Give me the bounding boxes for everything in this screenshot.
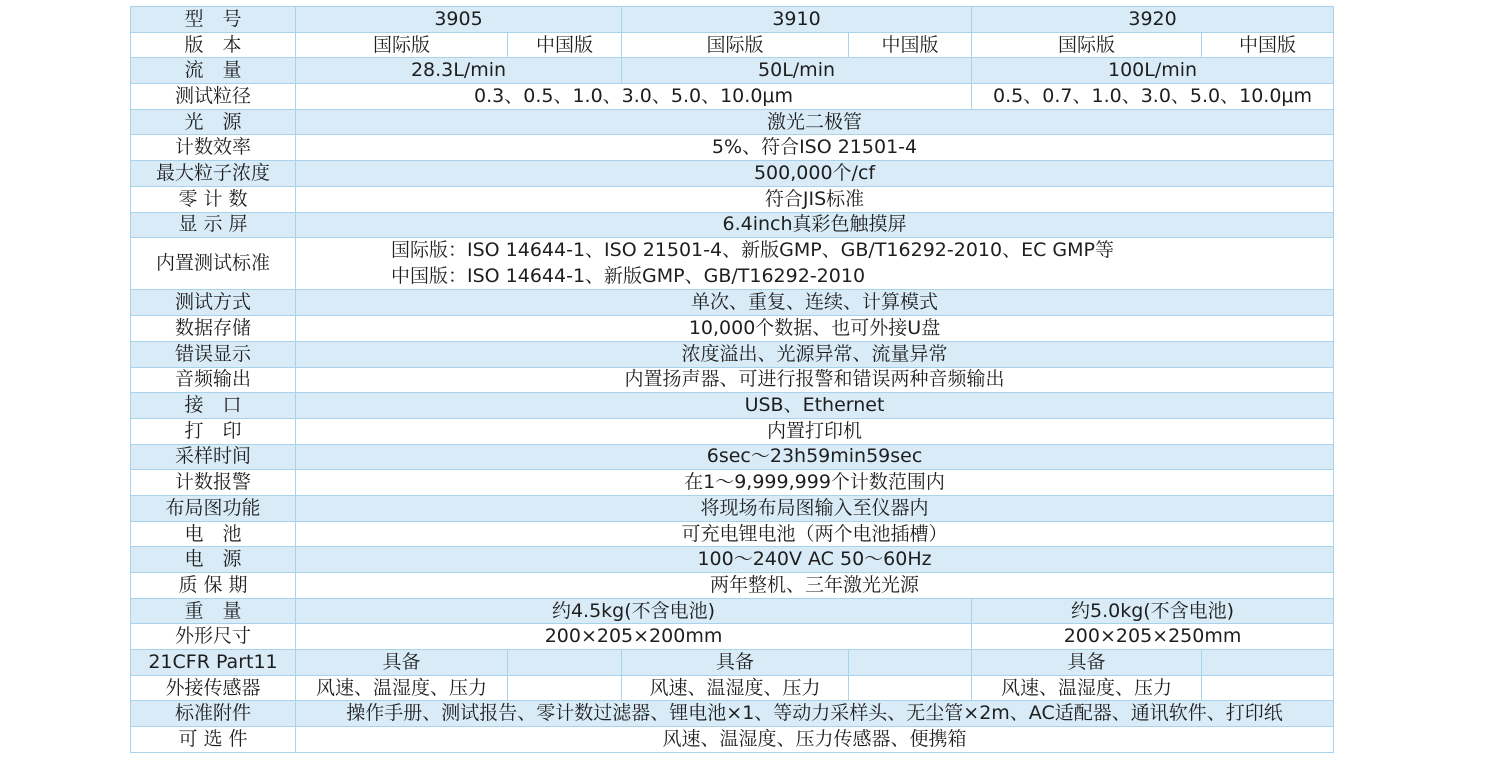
row-warranty xyxy=(131,573,1334,599)
row-value: 两年整机、三年激光光源 xyxy=(296,573,1334,599)
row-label: 错误显示 xyxy=(131,341,296,367)
row-value: 10,000个数据、也可外接U盘 xyxy=(296,316,1334,342)
row-label: 电 池 xyxy=(131,521,296,547)
standards-intl: 国际版：ISO 14644-1、ISO 21501-4、新版GMP、GB/T16292-2010、EC GMP等 xyxy=(391,239,1114,262)
row-external-sensor xyxy=(131,675,1334,701)
sensor-3910-cn xyxy=(849,675,972,701)
row-label: 电 源 xyxy=(131,547,296,573)
row-data-storage xyxy=(131,316,1334,342)
row-21cfr xyxy=(131,650,1334,676)
row-print xyxy=(131,418,1334,444)
row-label: 流 量 xyxy=(131,58,296,84)
row-label: 计数效率 xyxy=(131,135,296,161)
row-label: 测试粒径 xyxy=(131,84,296,110)
row-value: 单次、重复、连续、计算模式 xyxy=(296,290,1334,316)
dimensions-3905-3910: 200×205×200mm xyxy=(296,624,972,650)
row-label: 标准附件 xyxy=(131,701,296,727)
row-label: 内置测试标准 xyxy=(131,238,296,290)
cfr-3910-cn xyxy=(849,650,972,676)
model-3910: 3910 xyxy=(622,7,972,33)
row-dimensions xyxy=(131,624,1334,650)
row-value: 500,000个/cf xyxy=(296,161,1334,187)
row-power xyxy=(131,547,1334,573)
cfr-3920-intl: 具备 xyxy=(972,650,1202,676)
row-version xyxy=(131,32,1334,58)
row-label: 布局图功能 xyxy=(131,495,296,521)
cfr-3910-intl: 具备 xyxy=(622,650,849,676)
row-value: 6.4inch真彩色触摸屏 xyxy=(296,212,1334,238)
row-value: 在1～9,999,999个计数范围内 xyxy=(296,470,1334,496)
row-count-efficiency xyxy=(131,135,1334,161)
cfr-3920-cn xyxy=(1202,650,1334,676)
row-label: 版 本 xyxy=(131,32,296,58)
row-flow xyxy=(131,58,1334,84)
flow-3910: 50L/min xyxy=(622,58,972,84)
sensor-3920-cn xyxy=(1202,675,1334,701)
row-value: 100～240V AC 50～60Hz xyxy=(296,547,1334,573)
weight-3905-3910: 约4.5kg(不含电池) xyxy=(296,598,972,624)
row-weight xyxy=(131,598,1334,624)
spec-table xyxy=(130,6,1334,753)
row-value: 5%、符合ISO 21501-4 xyxy=(296,135,1334,161)
row-label: 数据存储 xyxy=(131,316,296,342)
row-value: 风速、温湿度、压力传感器、便携箱 xyxy=(296,727,1334,753)
flow-3920: 100L/min xyxy=(972,58,1334,84)
row-value: 操作手册、测试报告、零计数过滤器、锂电池×1、等动力采样头、无尘管×2m、AC适配器、通讯软件、打印纸 xyxy=(296,701,1334,727)
row-value: 符合JIS标准 xyxy=(296,186,1334,212)
row-label: 可 选 件 xyxy=(131,727,296,753)
row-label: 重 量 xyxy=(131,598,296,624)
version-3905-cn: 中国版 xyxy=(508,32,622,58)
row-value: 6sec～23h59min59sec xyxy=(296,444,1334,470)
version-3910-intl: 国际版 xyxy=(622,32,849,58)
row-battery xyxy=(131,521,1334,547)
row-optional xyxy=(131,727,1334,753)
row-label: 计数报警 xyxy=(131,470,296,496)
cfr-3905-cn xyxy=(508,650,622,676)
row-label: 采样时间 xyxy=(131,444,296,470)
row-model xyxy=(131,7,1334,33)
row-light-source xyxy=(131,109,1334,135)
weight-3920: 约5.0kg(不含电池) xyxy=(972,598,1334,624)
row-particle-size xyxy=(131,84,1334,110)
particle-size-3920: 0.5、0.7、1.0、3.0、5.0、10.0μm xyxy=(972,84,1334,110)
row-test-mode xyxy=(131,290,1334,316)
version-3910-cn: 中国版 xyxy=(849,32,972,58)
row-label: 质 保 期 xyxy=(131,573,296,599)
dimensions-3920: 200×205×250mm xyxy=(972,624,1334,650)
row-error-display xyxy=(131,341,1334,367)
row-max-concentration xyxy=(131,161,1334,187)
version-3920-cn: 中国版 xyxy=(1202,32,1334,58)
row-standard-accessories xyxy=(131,701,1334,727)
row-label: 打 印 xyxy=(131,418,296,444)
row-value xyxy=(296,238,1334,290)
model-3920: 3920 xyxy=(972,7,1334,33)
row-value: 将现场布局图输入至仪器内 xyxy=(296,495,1334,521)
sensor-3905-intl: 风速、温湿度、压力 xyxy=(296,675,508,701)
row-sample-time xyxy=(131,444,1334,470)
cfr-3905-intl: 具备 xyxy=(296,650,508,676)
row-value: 内置扬声器、可进行报警和错误两种音频输出 xyxy=(296,367,1334,393)
row-label: 外接传感器 xyxy=(131,675,296,701)
row-audio-output xyxy=(131,367,1334,393)
row-value: 内置打印机 xyxy=(296,418,1334,444)
flow-3905: 28.3L/min xyxy=(296,58,622,84)
row-label: 21CFR Part11 xyxy=(131,650,296,676)
sensor-3910-intl: 风速、温湿度、压力 xyxy=(622,675,849,701)
row-label: 零 计 数 xyxy=(131,186,296,212)
sensor-3905-cn xyxy=(508,675,622,701)
row-value: 浓度溢出、光源异常、流量异常 xyxy=(296,341,1334,367)
row-value: 激光二极管 xyxy=(296,109,1334,135)
row-interface xyxy=(131,393,1334,419)
row-label: 外形尺寸 xyxy=(131,624,296,650)
row-zero-count xyxy=(131,186,1334,212)
row-display xyxy=(131,212,1334,238)
version-3920-intl: 国际版 xyxy=(972,32,1202,58)
row-label: 测试方式 xyxy=(131,290,296,316)
row-count-alarm xyxy=(131,470,1334,496)
sensor-3920-intl: 风速、温湿度、压力 xyxy=(972,675,1202,701)
row-label: 型 号 xyxy=(131,7,296,33)
row-label: 接 口 xyxy=(131,393,296,419)
row-test-standards xyxy=(131,238,1334,290)
version-3905-intl: 国际版 xyxy=(296,32,508,58)
standards-cn: 中国版：ISO 14644-1、新版GMP、GB/T16292-2010 xyxy=(391,264,866,287)
particle-size-3905-3910: 0.3、0.5、1.0、3.0、5.0、10.0μm xyxy=(296,84,972,110)
row-label: 最大粒子浓度 xyxy=(131,161,296,187)
row-value: 可充电锂电池（两个电池插槽） xyxy=(296,521,1334,547)
row-label: 音频输出 xyxy=(131,367,296,393)
row-label: 光 源 xyxy=(131,109,296,135)
row-layout-map xyxy=(131,495,1334,521)
row-value: USB、Ethernet xyxy=(296,393,1334,419)
row-label: 显 示 屏 xyxy=(131,212,296,238)
model-3905: 3905 xyxy=(296,7,622,33)
